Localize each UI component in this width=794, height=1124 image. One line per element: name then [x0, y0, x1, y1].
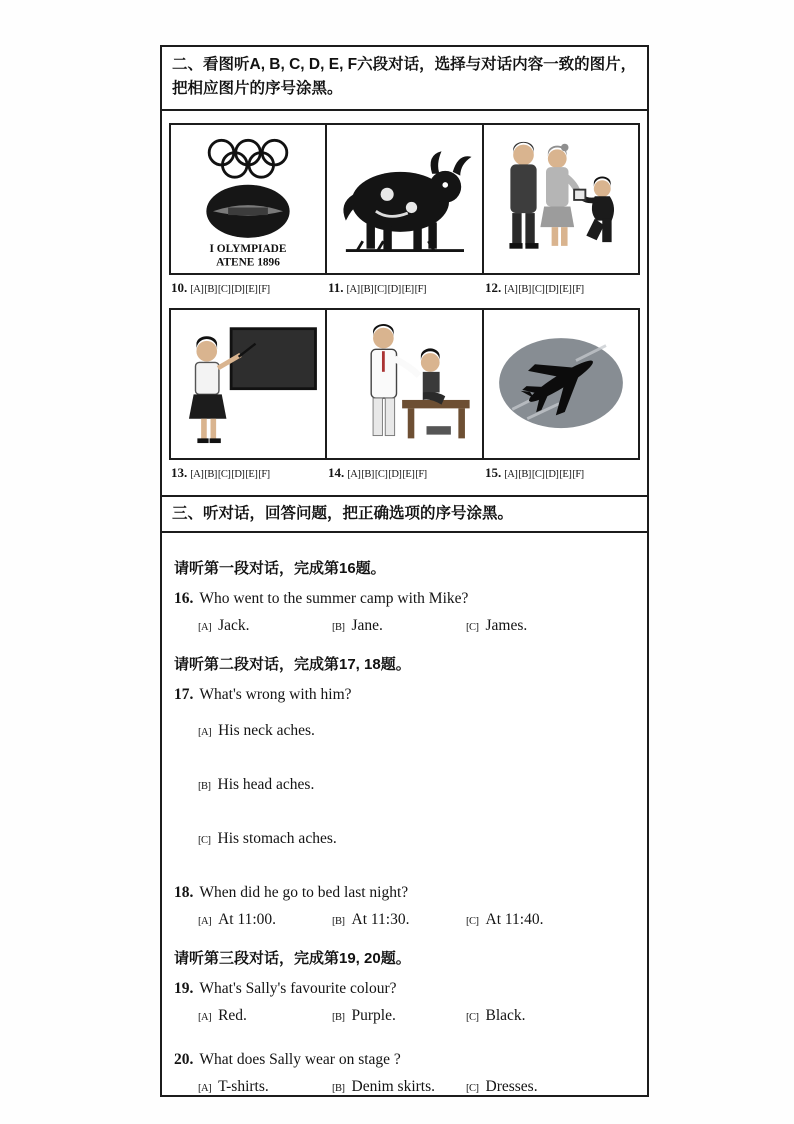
answer-item-15: [483, 465, 640, 481]
question-number: 20.: [174, 1051, 194, 1069]
option-a[interactable]: [198, 722, 633, 740]
answer-item-10: [169, 280, 326, 296]
option-a[interactable]: [198, 1007, 332, 1025]
option-marker-b[interactable]: [B]: [204, 469, 217, 481]
question-text: What's wrong with him?: [199, 686, 352, 704]
option-label: [C]: [466, 1083, 479, 1095]
option-text: James.: [485, 617, 528, 635]
section3-questions: [162, 533, 647, 1096]
question-16-options: [198, 617, 633, 635]
olympic-logo-image: [177, 126, 319, 272]
option-label: [C]: [466, 1012, 479, 1024]
question-19: [174, 980, 633, 998]
option-label: [B]: [332, 622, 345, 634]
family-gift-image: [486, 128, 636, 270]
instruction-dialogue-2: 请听第二段对话，完成第17, 18题。: [174, 656, 411, 674]
option-marker-b[interactable]: [B]: [360, 284, 374, 296]
option-c[interactable]: [466, 1078, 600, 1096]
picture-grid-row2: [169, 308, 640, 460]
option-marker-f[interactable]: [F]: [258, 469, 270, 481]
answer-item-14: [326, 465, 483, 481]
question-text: What does Sally wear on stage ?: [199, 1051, 401, 1069]
picture-cell-11: [327, 125, 483, 273]
question-number: 10.: [171, 280, 188, 296]
question-16: [174, 590, 633, 608]
answer-item-13: [169, 465, 326, 481]
option-marker-f[interactable]: [F]: [415, 469, 427, 481]
picture-cell-13: [171, 310, 327, 458]
picture-grid-row1: [169, 123, 640, 275]
section3-title: 三、听对话，回答问题，把正确选项的序号涂黑。: [172, 505, 514, 523]
olympic-caption-line1: I OLYMPIADE: [209, 243, 287, 256]
option-text: Purple.: [351, 1007, 396, 1025]
option-label: [C]: [466, 622, 479, 634]
question-17: [174, 686, 633, 704]
option-marker-a[interactable]: [A]: [347, 469, 361, 481]
option-label: [A]: [198, 916, 212, 928]
question-number: 17.: [174, 686, 194, 704]
airplane-image: [486, 313, 636, 455]
option-marker-e[interactable]: [E]: [559, 469, 572, 481]
option-marker-d[interactable]: [D]: [231, 469, 245, 481]
question-18-options: [198, 911, 633, 929]
option-b[interactable]: [332, 1007, 466, 1025]
option-label: [A]: [198, 622, 212, 634]
option-text: At 11:30.: [351, 911, 410, 929]
doctor-examining-boy-image: [329, 313, 479, 455]
option-marker-d[interactable]: [D]: [388, 469, 402, 481]
option-label: [B]: [332, 916, 345, 928]
option-marker-f[interactable]: [F]: [258, 284, 270, 296]
question-number: 12.: [485, 280, 502, 296]
picture-cell-15: [484, 310, 638, 458]
option-marker-f[interactable]: [F]: [572, 284, 584, 296]
teacher-blackboard-image: [173, 313, 323, 455]
option-text: T-shirts.: [218, 1078, 269, 1096]
ox-papercut-image: [329, 128, 479, 270]
option-marker-c[interactable]: [C]: [217, 469, 231, 481]
option-b[interactable]: [332, 911, 466, 929]
option-marker-c[interactable]: [C]: [374, 284, 387, 296]
option-marker-e[interactable]: [E]: [402, 469, 415, 481]
option-marker-a[interactable]: [A]: [190, 284, 204, 296]
question-number: 14.: [328, 465, 345, 481]
picture-cell-14: [327, 310, 483, 458]
answer-item-11: [326, 280, 483, 296]
option-text: Jack.: [218, 617, 250, 635]
option-text: Jane.: [351, 617, 383, 635]
question-number: 19.: [174, 980, 194, 998]
option-marker-b[interactable]: [B]: [204, 284, 217, 296]
option-text: Black.: [485, 1007, 526, 1025]
option-marker-e[interactable]: [E]: [559, 284, 572, 296]
option-label: [C]: [198, 835, 211, 847]
section2-header: [162, 47, 647, 111]
option-marker-c[interactable]: [C]: [531, 284, 545, 296]
question-text: When did he go to bed last night?: [199, 884, 409, 902]
option-marker-a[interactable]: [A]: [190, 469, 204, 481]
option-c[interactable]: [466, 617, 600, 635]
answer-item-12: [483, 280, 640, 296]
option-a[interactable]: [198, 617, 332, 635]
option-marker-d[interactable]: [D]: [545, 469, 559, 481]
question-number: 13.: [171, 465, 188, 481]
picture-cell-10: [171, 125, 327, 273]
option-text: Denim skirts.: [351, 1078, 436, 1096]
olympic-caption-line2: ATENE 1896: [216, 256, 281, 269]
option-b[interactable]: [198, 776, 633, 794]
question-text: Who went to the summer camp with Mike?: [199, 590, 469, 608]
option-label: [B]: [198, 781, 211, 793]
option-text: Dresses.: [485, 1078, 538, 1096]
question-number: 15.: [485, 465, 502, 481]
option-marker-c[interactable]: [C]: [531, 469, 545, 481]
option-marker-c[interactable]: [C]: [374, 469, 388, 481]
option-label: [A]: [198, 1083, 212, 1095]
section3-header: [162, 495, 647, 533]
option-label: [B]: [332, 1012, 345, 1024]
option-marker-b[interactable]: [B]: [518, 284, 531, 296]
option-marker-e[interactable]: [E]: [245, 469, 258, 481]
option-marker-d[interactable]: [D]: [387, 284, 401, 296]
option-a[interactable]: [198, 911, 332, 929]
option-marker-b[interactable]: [B]: [518, 469, 531, 481]
instruction-dialogue-1: 请听第一段对话，完成第16题。: [174, 560, 386, 578]
option-marker-f[interactable]: [F]: [572, 469, 584, 481]
option-marker-a[interactable]: [A]: [504, 469, 518, 481]
option-text: His neck aches.: [218, 722, 315, 740]
instruction-dialogue-3: 请听第三段对话，完成第19, 20题。: [174, 950, 411, 968]
option-marker-d[interactable]: [D]: [545, 284, 559, 296]
question-18: [174, 884, 633, 902]
question-19-options: [198, 1007, 633, 1025]
question-number: 16.: [174, 590, 194, 608]
option-a[interactable]: [198, 1078, 332, 1096]
option-label: [C]: [466, 916, 479, 928]
option-c[interactable]: [466, 911, 600, 929]
answers-row-1: [169, 280, 640, 296]
option-marker-e[interactable]: [E]: [401, 284, 414, 296]
answers-row-2: [169, 465, 640, 481]
option-text: His stomach aches.: [217, 830, 337, 848]
option-marker-c[interactable]: [C]: [217, 284, 231, 296]
question-20-options: [198, 1078, 633, 1096]
question-20: [174, 1051, 633, 1069]
question-number: 18.: [174, 884, 194, 902]
option-label: [A]: [198, 1012, 212, 1024]
option-label: [B]: [332, 1083, 345, 1095]
option-marker-a[interactable]: [A]: [504, 284, 518, 296]
content-frame: [160, 45, 649, 1097]
option-marker-a[interactable]: [A]: [346, 284, 360, 296]
option-label: [A]: [198, 727, 212, 739]
option-text: At 11:40.: [485, 911, 544, 929]
question-number: 11.: [328, 280, 344, 296]
option-marker-d[interactable]: [D]: [231, 284, 245, 296]
option-marker-f[interactable]: [F]: [414, 284, 426, 296]
option-marker-b[interactable]: [B]: [361, 469, 374, 481]
option-text: At 11:00.: [218, 911, 277, 929]
option-marker-e[interactable]: [E]: [245, 284, 258, 296]
option-c[interactable]: [466, 1007, 600, 1025]
question-17-options: [198, 722, 633, 848]
section2-title: 二、看图听A, B, C, D, E, F六段对话，选择与对话内容一致的图片，把相应图片的序号涂黑。: [172, 56, 637, 98]
picture-cell-12: [484, 125, 638, 273]
option-b[interactable]: [332, 617, 466, 635]
option-text: Red.: [218, 1007, 247, 1025]
option-c[interactable]: [198, 830, 633, 848]
option-text: His head aches.: [217, 776, 315, 794]
option-b[interactable]: [332, 1078, 466, 1096]
question-text: What's Sally's favourite colour?: [199, 980, 397, 998]
